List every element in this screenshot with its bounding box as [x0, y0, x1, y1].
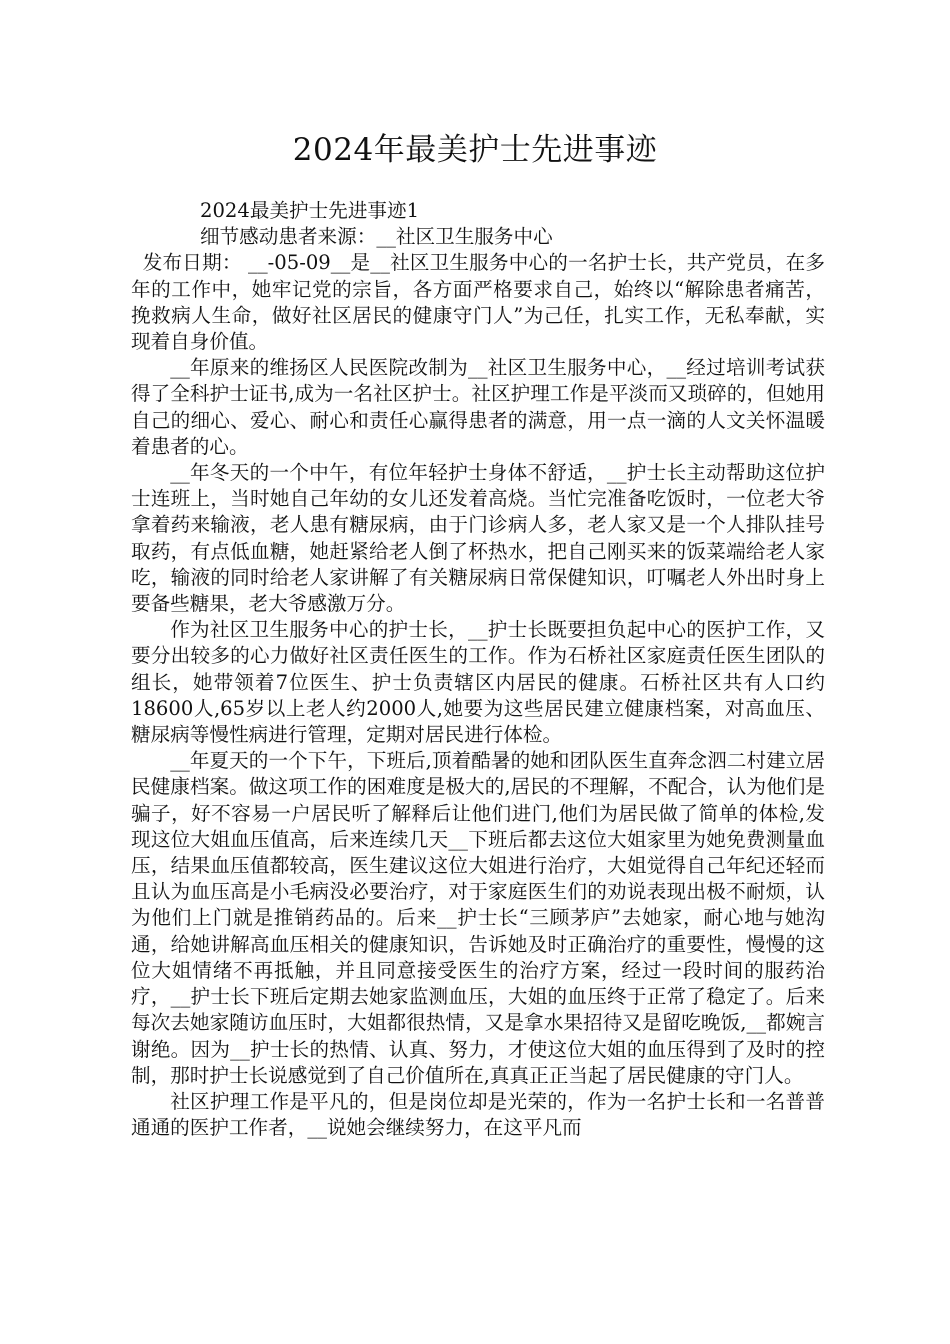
paragraph-3: __年冬天的一个中午，有位年轻护士身体不舒适，__护士长主动帮助这位护士连班上，当时她自己年幼的女儿还发着高烧。当忙完准备吃饭时，一位老大爷拿着药来输液，老人患有糖尿病，由于门诊病人多，老人家又是一个人排队挂号取药，有点低血糖，她赶紧给老人倒了杯热水，把自己刚买来的饭菜端给老人家吃，输液的同时给老人家讲解了有关糖尿病日常保健知识，叮嘱老人外出时身上要备些糖果，老大爷感激万分。	[131, 461, 825, 616]
paragraph-2: __年原来的维扬区人民医院改制为__社区卫生服务中心，__经过培训考试获得了全科护士证书,成为一名社区护士。社区护理工作是平淡而又琐碎的，但她用自己的细心、爱心、耐心和责任心赢得患者的满意，用一点一滴的人文关怀温暖着患者的心。	[131, 356, 825, 458]
document-body	[131, 198, 825, 1141]
paragraph-4: 作为社区卫生服务中心的护士长，__护士长既要担负起中心的医护工作，又要分出较多的心力做好社区责任医生的工作。作为石桥社区家庭责任医生团队的组长，她带领着7位医生、护士负责辖区内居民的健康。石桥社区共有人口约18600人,65岁以上老人约2000人,她要为这些居民建立健康档案，对高血压、糖尿病等慢性病进行管理，定期对居民进行体检。	[131, 618, 825, 747]
source-line: 细节感动患者来源：__社区卫生服务中心	[200, 225, 553, 249]
paragraph-6: 社区护理工作是平凡的，但是岗位却是光荣的，作为一名护士长和一名普普通通的医护工作者，__说她会继续努力，在这平凡而	[131, 1089, 825, 1140]
subtitle: 2024最美护士先进事迹1	[200, 199, 420, 222]
paragraph-5: __年夏天的一个下午，下班后,顶着酷暑的她和团队医生直奔念泗二村建立居民健康档案。做这项工作的困难度是极大的,居民的不理解，不配合，认为他们是骗子，好不容易一户居民听了解释后让他们进门,他们为居民做了简单的体检,发现这位大姐血压值高，后来连续几天__下班后都去这位大姐家里为她免费测量血压，结果血压值都较高，医生建议这位大姐进行治疗，大姐觉得自己年纪还轻而且认为血压高是小毛病没必要治疗，对于家庭医生们的劝说表现出极不耐烦，认为他们上门就是推销药品的。后来__护士长“三顾茅庐”去她家，耐心地与她沟通，给她讲解高血压相关的健康知识，告诉她及时正确治疗的重要性，慢慢的这位大姐情绪不再抵触，并且同意接受医生的治疗方案，经过一段时间的服药治疗，__护士长下班后定期去她家监测血压，大姐的血压终于正常了稳定了。后来每次去她家随访血压时，大姐都很热情，又是拿水果招待又是留吃晚饭,__都婉言谢绝。因为__护士长的热情、认真、努力，才使这位大姐的血压得到了及时的控制，那时护士长说感觉到了自己价值所在,真真正正当起了居民健康的守门人。	[131, 749, 825, 1087]
paragraph-1: 发布日期： __-05-09__是__社区卫生服务中心的一名护士长，共产党员，在多年的工作中，她牢记党的宗旨，各方面严格要求自己，始终以“解除患者痛苦，挽救病人生命，做好社区居民的健康守门人”为己任，扎实工作，无私奉献，实现着自身价值。	[131, 251, 825, 354]
page-title: 2024年最美护士先进事迹	[292, 132, 658, 168]
